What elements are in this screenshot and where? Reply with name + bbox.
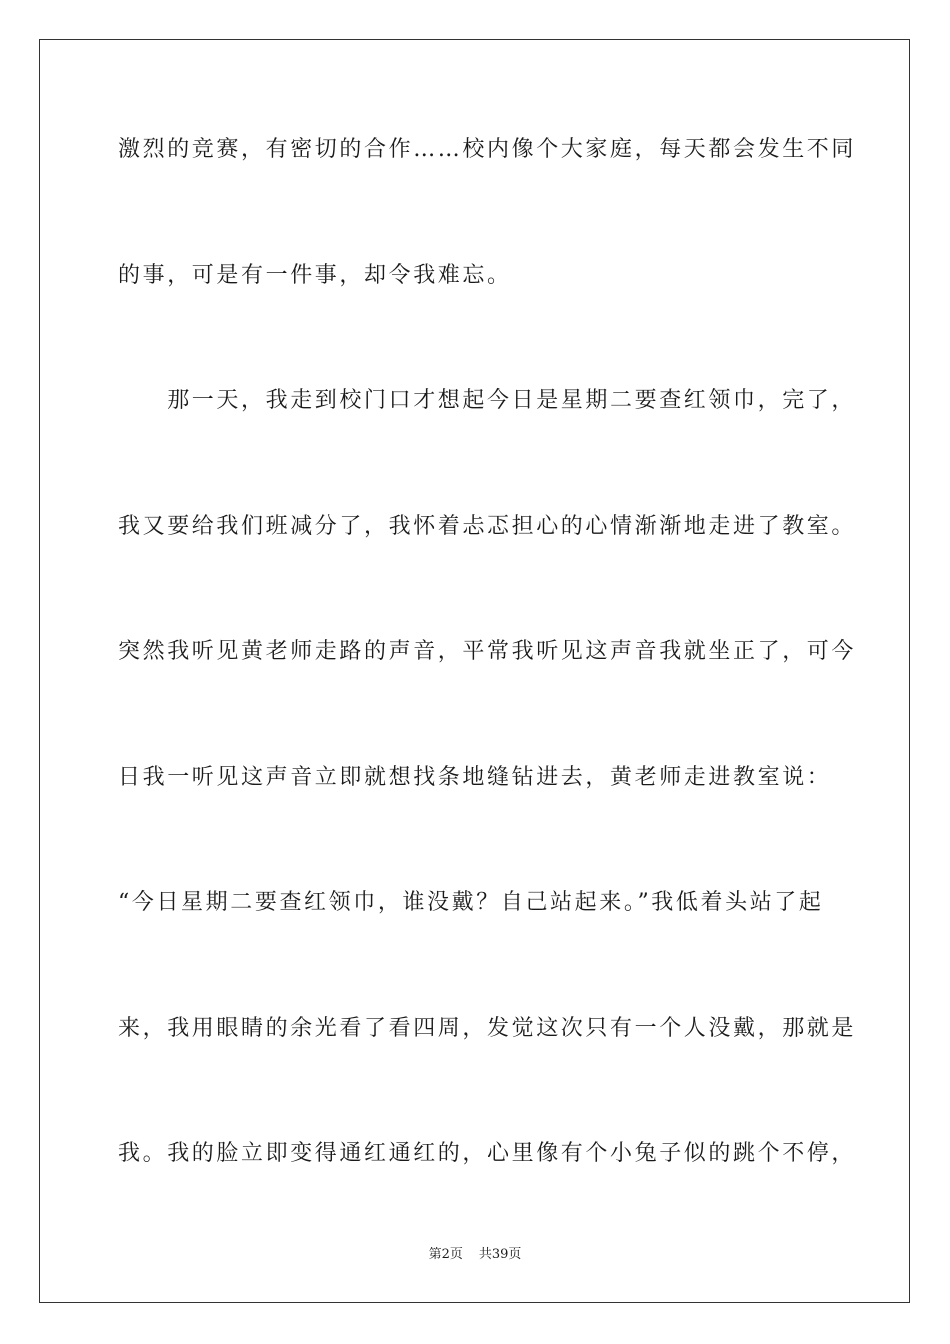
page-border — [39, 39, 910, 1303]
text-line-3: 那一天，我走到校门口才想起今日是星期二要查红领巾，完了， — [118, 388, 857, 413]
text-line-8: 来，我用眼睛的余光看了看四周，发觉这次只有一个人没戴，那就是 — [118, 1016, 857, 1041]
text-line-5: 突然我听见黄老师走路的声音，平常我听见这声音我就坐正了，可今 — [118, 639, 857, 664]
text-line-2: 的事，可是有一件事，却令我难忘。 — [118, 263, 512, 288]
text-line-9: 我。我的脸立即变得通红通红的，心里像有个小兔子似的跳个不停， — [118, 1141, 857, 1166]
page-number: 第2页 — [428, 1247, 463, 1262]
text-line-6: 日我一听见这声音立即就想找条地缝钻进去，黄老师走进教室说： — [118, 765, 832, 790]
page-footer — [0, 1246, 950, 1264]
text-line-1: 激烈的竞赛，有密切的合作……校内像个大家庭，每天都会发生不同 — [118, 137, 857, 162]
text-line-7: “今日星期二要查红领巾，谁没戴？自己站起来。”我低着头站了起 — [118, 890, 824, 915]
page-total: 共39页 — [478, 1247, 522, 1262]
text-line-4: 我又要给我们班减分了，我怀着忐忑担心的心情渐渐地走进了教室。 — [118, 514, 857, 539]
